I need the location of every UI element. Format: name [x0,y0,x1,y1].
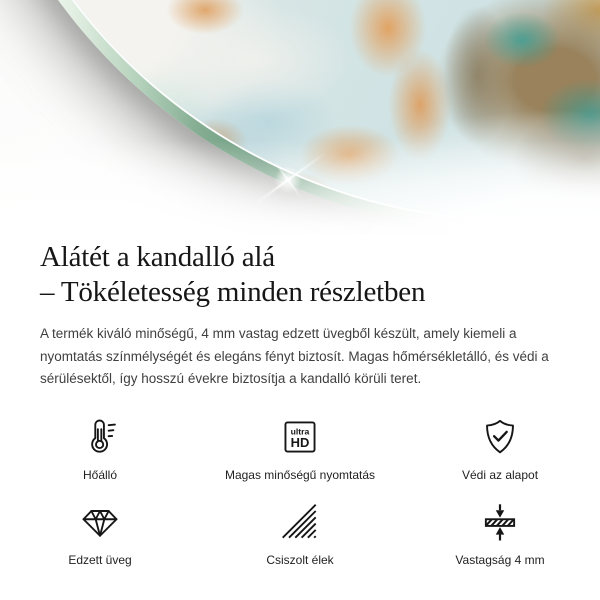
shield-check-icon [478,415,522,459]
feature-label: Védi az alapot [461,467,539,482]
product-description: A termék kiváló minőségű, 4 mm vastag edzett üvegből készült, amely kiemeli a nyomtatás színmélységét és elegáns fényt biztosít. Magas hőmérsékletálló, és védi a sérülésektől, így hosszú évekre biztosítja a kandalló körüli teret. [40,326,549,386]
page-title-line1: Alátét a kandalló alá [40,241,275,273]
feature-label: Edzett üveg [68,552,132,567]
feature-print-quality [200,415,400,483]
marble-print [0,0,600,221]
thickness-icon [478,500,522,544]
feature-label: Hőálló [82,467,118,482]
diamond-icon [78,500,122,544]
page-title [40,240,560,310]
feature-label: Magas minőségű nyomtatás [224,467,376,482]
content-area [0,240,600,568]
feature-tempered-glass [0,500,200,568]
page-title-line2: – Tökéletesség minden részletben [40,276,426,308]
feature-grid [0,415,600,568]
feature-label: Vastagság 4 mm [455,552,545,567]
product-image [0,0,600,234]
ultra-hd-icon [278,415,322,459]
polished-edges-icon [278,500,322,544]
feature-polished-edges [200,500,400,568]
glass-disc-face [0,0,600,221]
thermometer-icon [78,415,122,459]
ultra-hd-icon-text-bottom: HD [290,434,310,450]
feature-label: Csiszolt élek [266,552,334,567]
ultra-hd-icon-text-top: ultra [290,425,310,436]
feature-heat-resistant [0,415,200,483]
feature-thickness [400,500,600,568]
feature-protects-base [400,415,600,483]
